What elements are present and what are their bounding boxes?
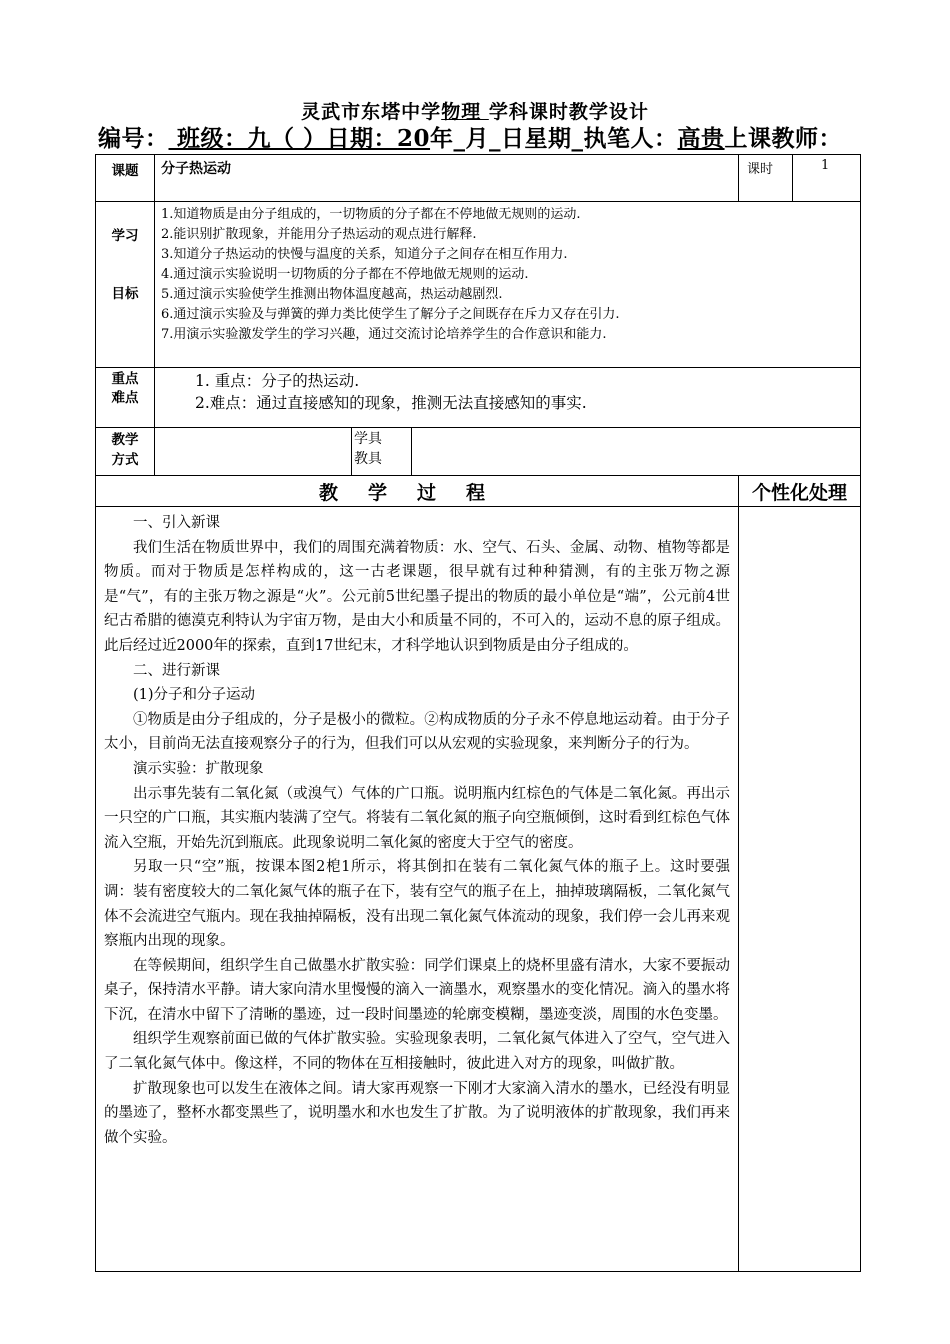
- period-label: 课时: [739, 155, 793, 202]
- title-suffix: 学科课时教学设计: [488, 101, 649, 123]
- key-point-item: 2.难点：通过直接感知的现象，推测无法直接感知的事实.: [195, 394, 587, 412]
- method-row: [96, 428, 861, 476]
- method-label-2: 方式: [111, 452, 139, 468]
- key-label-1: 重点: [111, 371, 139, 387]
- goals-row: [96, 202, 861, 368]
- process-paragraph: 另取一只“空”瓶，按课本图2梎1所示，将其倒扣在装有二氧化氮气体的瓶子上。这时要强调：装有密度较大的二氧化氮气体的瓶子在下，装有空气的瓶子在上，抽掉玻璃隔板，二氧化氮气体不会流进空气瓶内。现在我抽掉隔板，没有出现二氧化氮气体流动的现象，我们停一会儿再来观察瓶内出现的现象。: [104, 859, 730, 950]
- method-value: [155, 428, 352, 476]
- key-points: [155, 368, 861, 428]
- year-field: 20: [397, 125, 431, 152]
- key-label-2: 难点: [111, 390, 139, 406]
- process-heading-intro: 一、引入新课: [133, 515, 220, 531]
- goal-item: 6.通过演示实验及与弹簧的弹力类比使学生了解分子之间既存在斥力又存在引力.: [161, 307, 620, 322]
- tools-label: [352, 428, 412, 476]
- header-info-line: [98, 120, 898, 153]
- class-label: 班级：九（ ）日期：: [168, 125, 398, 152]
- goals-label-2: 目标: [111, 286, 139, 302]
- tools-label-2: 教具: [354, 451, 382, 467]
- teacher-label: 上课教师：: [724, 125, 843, 152]
- lesson-plan-table: [95, 154, 861, 1272]
- process-paragraph: 扩散现象也可以发生在液体之间。请大家再观察一下刚才大家滴入清水的墨水，已经没有明显的墨迹了，整杯水都变黑些了，说明墨水和水也发生了扩散。为了说明液体的扩散现象，我们再来做个实验。: [104, 1080, 730, 1146]
- goal-item: 2.能识别扩散现象，并能用分子热运动的观点进行解释.: [161, 227, 477, 242]
- process-paragraph: 我们生活在物质世界中，我们的周围充满着物质：水、空气、石头、金属、动物、植物等都是物质。而对于物质是怎样构成的，这一古老课题，很早就有过种种猜测，有的主张万物之源是“气”，有的主张万物之源是“火”。公元前5世纪墨子提出的物质的最小单位是“端”，公元前4世纪古希腊的德漠克利特认为宇宙万物，是由大小和质量不同的，不可入的，运动不息的原子组成。此后经过近2000年的探索，直到17世纪末，才科学地认识到物质是由分子组成的。: [104, 539, 730, 654]
- process-paragraph: 组织学生观察前面已做的气体扩散实验。实验现象表明，二氧化氮气体进入了空气，空气进入了二氧化氮气体中。像这样，不同的物体在互相接触时，彼此进入对方的现象，叫做扩散。: [104, 1031, 730, 1073]
- author-name: 高贵: [677, 125, 725, 152]
- process-header-row: [96, 476, 861, 507]
- method-label-1: 教学: [111, 432, 139, 448]
- goal-item: 3.知道分子热运动的快慢与温度的关系，知道分子之间存在相互作用力.: [161, 247, 568, 262]
- tools-label-1: 学具: [354, 431, 382, 447]
- process-heading-new: 二、进行新课: [133, 662, 220, 679]
- process-body-row: [96, 507, 861, 1272]
- process-paragraph: 在等候期间，组织学生自己做墨水扩散实验：同学们课桌上的烧杯里盛有清水，大家不要振动桌子，保持清水平静。请大家向清水里慢慢的滴入一滴墨水，观察墨水的变化情况。滴入的墨水将下沉，在清水中留下了清晰的墨迹，过一段时间墨迹的轮廓变模糊，墨迹变淡，周围的水色变墨。: [104, 957, 730, 1023]
- goals-list: [155, 202, 861, 368]
- goals-label-1: 学习: [111, 228, 139, 244]
- goal-item: 1.知道物质是由分子组成的，一切物质的分子都在不停地做无规则的运动.: [161, 207, 581, 222]
- process-content: [96, 507, 739, 1272]
- personal-notes: [739, 507, 861, 1272]
- topic-label: 课题: [96, 155, 155, 202]
- process-subheading: (1)分子和分子运动: [133, 687, 256, 704]
- date-author-label: 年_月_日星期_执笔人：: [430, 125, 678, 152]
- period-value: 1: [793, 155, 861, 202]
- topic-row: [96, 155, 861, 202]
- goal-item: 4.通过演示实验说明一切物质的分子都在不停地做无规则的运动.: [161, 267, 529, 282]
- tools-value: [412, 428, 861, 476]
- process-heading: 教学过程: [96, 476, 739, 507]
- key-points-label: [96, 368, 155, 428]
- key-points-row: [96, 368, 861, 428]
- method-label: [96, 428, 155, 476]
- title-prefix: 灵武市东塔中学: [301, 101, 442, 123]
- goals-label: [96, 202, 155, 368]
- process-paragraph: 出示事先装有二氧化氮（或溴气）气体的广口瓶。说明瓶内红棕色的气体是二氧化氮。再出示一只空的广口瓶，其实瓶内装满了空气。将装有二氧化氮的瓶子向空瓶倾倒，这时看到红棕色气体流入空瓶，开始先沉到瓶底。此现象说明二氧化氮的密度大于空气的密度。: [104, 785, 730, 851]
- title-subject: 物理: [441, 101, 489, 123]
- goal-item: 5.通过演示实验使学生推测出物体温度越高，热运动越剧烈.: [161, 287, 503, 302]
- key-point-item: 1. 重点：分子的热运动.: [195, 372, 360, 390]
- goal-item: 7.用演示实验激发学生的学习兴趣，通过交流讨论培养学生的合作意识和能力.: [161, 327, 607, 342]
- personal-heading: 个性化处理: [739, 476, 861, 507]
- process-paragraph: ①物质是由分子组成的，分子是极小的微粒。②构成物质的分子永不停息地运动着。由于分子太小，目前尚无法直接观察分子的行为，但我们可以从宏观的实验现象，来判断分子的行为。: [104, 711, 730, 753]
- process-subheading: 演示实验：扩散现象: [133, 760, 264, 777]
- topic-value: 分子热运动: [155, 155, 739, 202]
- number-label: 编号：: [98, 125, 169, 152]
